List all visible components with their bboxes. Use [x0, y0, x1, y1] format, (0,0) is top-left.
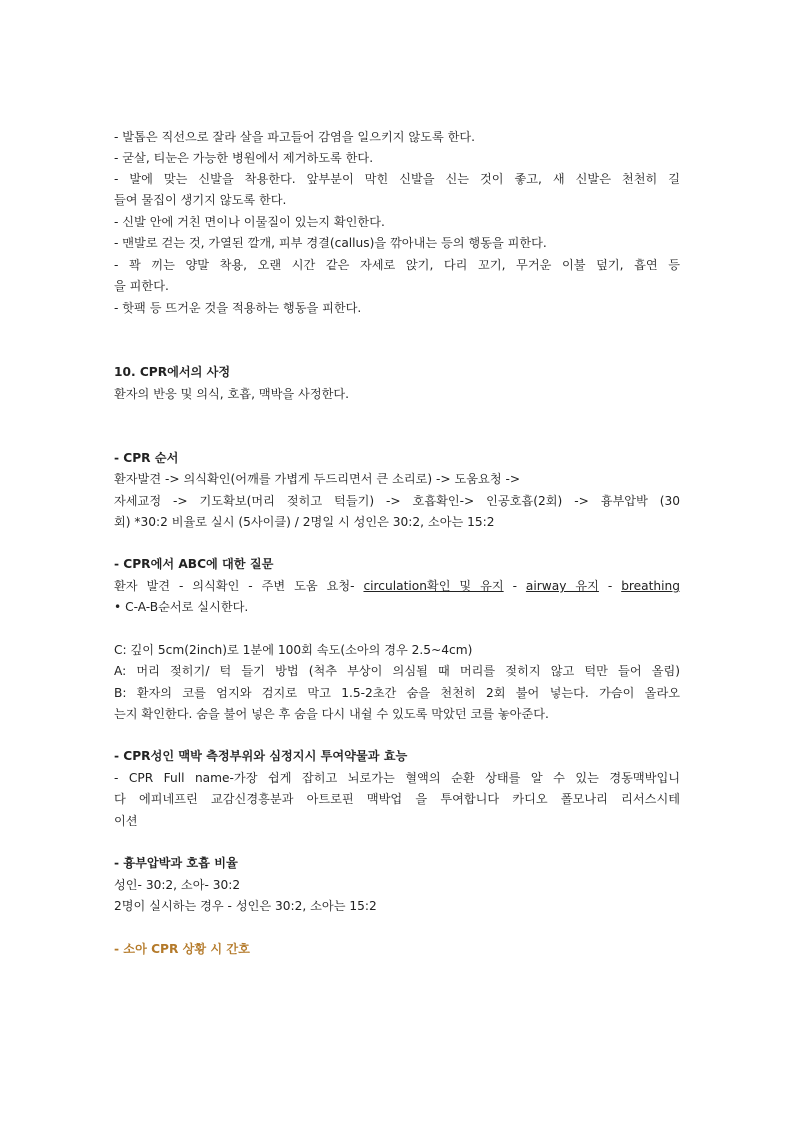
- circulation-underlined: circulation확인 및 유지: [363, 579, 504, 593]
- abc-line: [114, 577, 680, 595]
- abc-b-line: B: 환자의 코를 엄지와 검지로 막고 1.5-2초간 숨을 천천히 2회 불어 넣는다. 가슴이 올라오: [114, 686, 680, 700]
- foot-care-line: - 맨발로 걷는 것, 가열된 깔개, 피부 경결(callus)을 깎아내는 등의 행동을 피한다.: [114, 236, 547, 250]
- pediatric-cpr-heading: - 소아 CPR 상황 시 간호: [114, 942, 250, 956]
- ratio-line: 2명이 실시하는 경우 - 성인은 30:2, 소아는 15:2: [114, 899, 377, 913]
- ratio-line: 성인- 30:2, 소아- 30:2: [114, 878, 241, 892]
- cpr-order-heading: - CPR 순서: [114, 451, 179, 465]
- section-body: 환자의 반응 및 의식, 호흡, 맥박을 사정한다.: [114, 387, 350, 401]
- airway-underlined: airway 유지: [525, 579, 599, 593]
- abc-text: 환자 발견 - 의식확인 - 주변 도움 요청-: [114, 579, 364, 593]
- pulse-heading: - CPR성인 맥박 측정부위와 심정지시 투여약물과 효능: [114, 749, 408, 763]
- foot-care-line: - 핫팩 등 뜨거운 것을 적용하는 행동을 피한다.: [114, 301, 362, 315]
- foot-care-line: - 신발 안에 거친 면이나 이물질이 있는지 확인한다.: [114, 215, 385, 229]
- pulse-line: 다 에피네프린 교감신경흥분과 아트로핀 맥박업 을 투여합니다 카디오 폴모나리 리서스시테: [114, 792, 680, 806]
- foot-care-line: - 발에 맞는 신발을 착용한다. 앞부분이 막힌 신발을 신는 것이 좋고, 새 신발은 천천히 길: [114, 172, 680, 186]
- abc-b-line: 는지 확인한다. 숨을 불어 넣은 후 숨을 다시 내쉴 수 있도록 막았던 코를 놓아준다.: [114, 707, 549, 721]
- foot-care-line: - 발톱은 직선으로 잘라 살을 파고들어 감염을 일으키지 않도록 한다.: [114, 130, 476, 144]
- abc-c-line: C: 깊이 5cm(2inch)로 1분에 100회 속도(소아의 경우 2.5~4cm): [114, 643, 473, 657]
- cpr-order-line: 회) *30:2 비율로 실시 (5사이클) / 2명일 시 성인은 30:2, 소아는 15:2: [114, 515, 495, 529]
- foot-care-line: - 꽉 끼는 양말 착용, 오랜 시간 같은 자세로 앉기, 다리 꼬기, 무거운 이불 덮기, 흡연 등: [114, 258, 680, 272]
- foot-care-line: 을 피한다.: [114, 279, 169, 293]
- ratio-heading: - 흉부압박과 호흡 비율: [114, 856, 238, 870]
- cpr-order-line: 환자발견 -> 의식확인(어깨를 가볍게 두드리면서 큰 소리로) -> 도움요청 ->: [114, 472, 521, 486]
- abc-a-line: A: 머리 젖히기/ 턱 들기 방법 (척추 부상이 의심될 때 머리를 젖히지 않고 턱만 들어 올림): [114, 664, 680, 678]
- cpr-order-line: 자세교정 -> 기도확보(머리 젖히고 턱들기) -> 호흡확인-> 인공호흡(2회) -> 흉부압박 (30: [114, 494, 680, 508]
- foot-care-line: - 굳살, 티눈은 가능한 병원에서 제거하도록 한다.: [114, 151, 374, 165]
- breathing-underlined: breathing: [621, 579, 680, 593]
- abc-separator: -: [503, 579, 526, 593]
- abc-heading: - CPR에서 ABC에 대한 질문: [114, 557, 274, 571]
- abc-separator: -: [598, 579, 622, 593]
- section-heading: 10. CPR에서의 사정: [114, 365, 231, 379]
- pulse-line: - CPR Full name-가장 쉽게 잡히고 뇌로가는 혈액의 순환 상태를 알 수 있는 경동맥박입니: [114, 771, 680, 785]
- pulse-line: 이션: [114, 814, 138, 828]
- abc-line: • C-A-B순서로 실시한다.: [114, 600, 249, 614]
- foot-care-line: 들여 물집이 생기지 않도록 한다.: [114, 193, 287, 207]
